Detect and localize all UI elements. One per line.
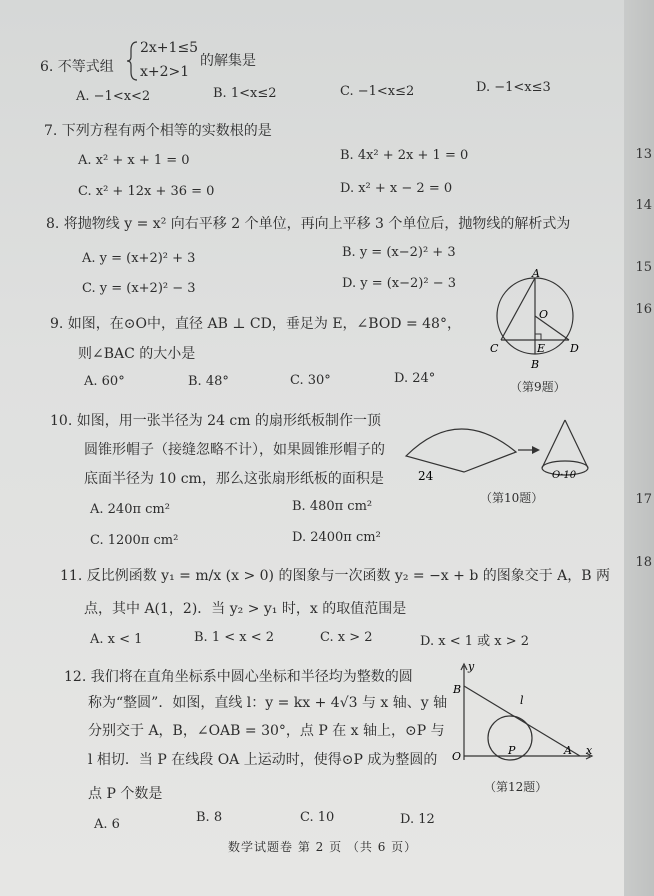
q9-label-a: A: [532, 268, 540, 280]
q10-sector: [406, 429, 516, 472]
q12-stem-line4: l 相切．当 P 在线段 OA 上运动时，使得⊙P 成为整圆的: [88, 752, 438, 768]
q9-segment-ac: [501, 278, 535, 340]
q12-label-p: P: [508, 744, 516, 757]
side-number: 17: [635, 492, 652, 507]
q12-label-x: x: [586, 744, 593, 757]
q12-label-b: B: [453, 683, 462, 696]
q11-stem-line2: 点，其中 A(1，2)．当 y₂ > y₁ 时，x 的取值范围是: [84, 601, 407, 617]
q8-option-b: B. y = (x−2)² + 3: [342, 245, 456, 260]
q9-option-d: D. 24°: [394, 371, 436, 386]
side-number: 13: [635, 147, 652, 162]
q10-option-c: C. 1200π cm²: [90, 533, 179, 548]
q10-stem-line1: 10. 如图，用一张半径为 24 cm 的扇形纸板制作一顶: [50, 413, 381, 429]
q12-label-y: y: [468, 660, 475, 673]
q11-option-b: B. 1 < x < 2: [194, 630, 275, 645]
q6-option-d: D. −1<x≤3: [476, 80, 551, 95]
q6-brace: [125, 40, 139, 82]
q9-right-angle: [535, 334, 541, 340]
q6-stem-prefix: 6. 不等式组: [40, 59, 114, 75]
q9-label-o: O: [539, 308, 549, 321]
q7-option-a: A. x² + x + 1 = 0: [78, 153, 190, 168]
q6-inequality-1: 2x+1≤5: [140, 40, 199, 56]
q11-stem-line1: 11. 反比例函数 y₁ = m/x (x > 0) 的图象与一次函数 y₂ = −x + b 的图象交于 A，B 两: [60, 568, 611, 584]
q7-option-b: B. 4x² + 2x + 1 = 0: [340, 148, 469, 163]
q6-inequality-2: x+2>1: [140, 64, 190, 80]
q6-stem-suffix: 的解集是: [200, 53, 256, 69]
q12-option-a: A. 6: [94, 817, 120, 832]
side-number: 14: [635, 198, 652, 213]
q12-label-o: O: [452, 750, 462, 763]
q10-caption: （第10题）: [480, 491, 544, 505]
q9-caption: （第9题）: [510, 380, 566, 394]
q9-option-b: B. 48°: [188, 374, 229, 389]
q10-arrow-head: [532, 446, 540, 454]
q6-option-b: B. 1<x≤2: [213, 86, 277, 101]
q6-option-c: C. −1<x≤2: [340, 84, 415, 99]
q11-option-d: D. x < 1 或 x > 2: [420, 634, 530, 649]
q7-stem: 7. 下列方程有两个相等的实数根的是: [44, 123, 272, 139]
q12-caption: （第12题）: [484, 780, 548, 794]
q9-label-c: C: [490, 342, 499, 355]
q12-label-a: A: [564, 744, 572, 757]
q9-label-b: B: [531, 358, 540, 371]
q12-figure: [450, 660, 598, 770]
q8-stem: 8. 将抛物线 y = x² 向右平移 2 个单位，再向上平移 3 个单位后，抛物线的解析式为: [46, 216, 571, 232]
q10-stem-line2: 圆锥形帽子（接缝忽略不计），如果圆锥形帽子的: [84, 442, 385, 458]
q8-option-d: D. y = (x−2)² − 3: [342, 276, 457, 291]
q8-option-c: C. y = (x+2)² − 3: [82, 281, 196, 296]
next-page-edge: [624, 0, 654, 896]
q10-option-b: B. 480π cm²: [292, 499, 373, 514]
q12-stem-line5: 点 P 个数是: [88, 786, 163, 802]
q12-option-d: D. 12: [400, 812, 435, 827]
q9-option-c: C. 30°: [290, 373, 331, 388]
q9-label-d: D: [570, 342, 579, 355]
q7-option-d: D. x² + x − 2 = 0: [340, 181, 453, 196]
q9-figure: [488, 268, 584, 380]
q12-option-c: C. 10: [300, 810, 335, 825]
q6-option-a: A. −1<x<2: [76, 89, 151, 104]
q11-option-c: C. x > 2: [320, 630, 373, 645]
side-number: 15: [635, 260, 652, 275]
q12-label-l: l: [520, 694, 524, 707]
q10-figure: [400, 412, 590, 488]
page-footer: 数学试题卷 第 2 页 （共 6 页）: [228, 840, 418, 854]
q8-option-a: A. y = (x+2)² + 3: [82, 251, 196, 266]
q12-stem-line2: 称为“整圆”．如图，直线 l：y = kx + 4√3 与 x 轴、y 轴: [88, 695, 448, 711]
q7-option-c: C. x² + 12x + 36 = 0: [78, 184, 215, 199]
side-number: 18: [635, 555, 652, 570]
q10-option-a: A. 240π cm²: [90, 502, 170, 517]
q10-radius-label: 24: [418, 469, 434, 483]
q9-label-e: E: [537, 342, 546, 355]
q9-stem-line2: 则∠BAC 的大小是: [78, 346, 196, 362]
q10-option-d: D. 2400π cm²: [292, 530, 381, 545]
q10-stem-line3: 底面半径为 10 cm，那么这张扇形纸板的面积是: [84, 471, 384, 487]
q9-option-a: A. 60°: [84, 374, 125, 389]
q9-stem-line1: 9. 如图，在⊙O中，直径 AB ⊥ CD，垂足为 E，∠BOD = 48°，: [50, 316, 461, 332]
q12-stem-line3: 分别交于 A，B，∠OAB = 30°，点 P 在 x 轴上，⊙P 与: [88, 723, 445, 739]
q11-option-a: A. x < 1: [90, 632, 143, 647]
side-number: 16: [635, 302, 652, 317]
q12-stem-line1: 12. 我们将在直角坐标系中圆心坐标和半径均为整数的圆: [64, 669, 413, 685]
q10-base-label: O·10: [552, 470, 577, 481]
q12-option-b: B. 8: [196, 810, 223, 825]
